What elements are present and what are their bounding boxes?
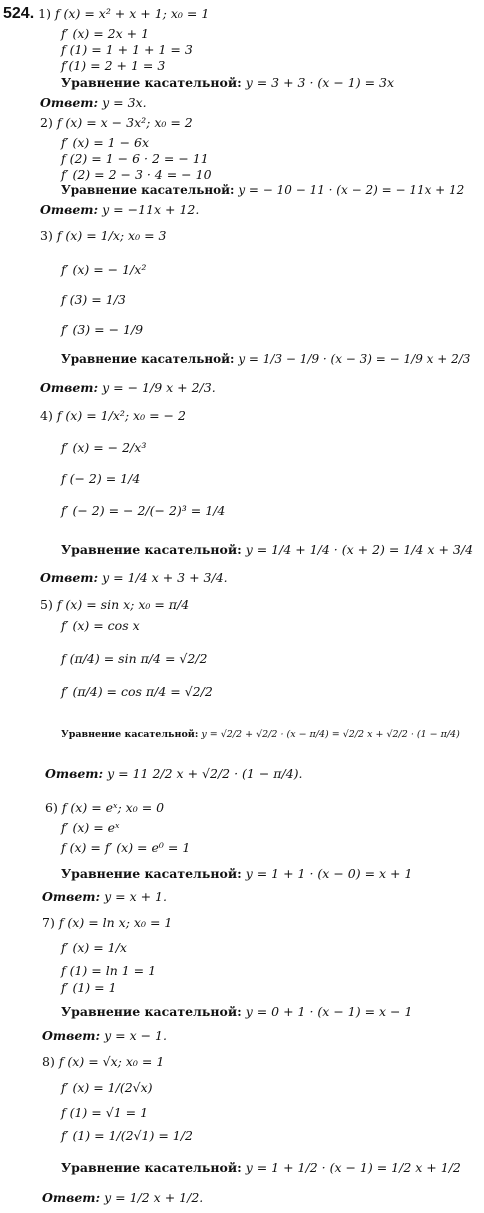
- part-6-label: 6): [45, 800, 58, 815]
- part-2-answer-eq: y = −11x + 12.: [102, 202, 200, 217]
- part-3-header: [40, 228, 166, 243]
- part-4-line-2: f (− 2) = 1/4: [61, 471, 141, 486]
- part-5-header: [40, 597, 189, 612]
- part-7-tangent: [61, 1004, 412, 1019]
- part-2-tangent-eq: y = − 10 − 11 · (x − 2) = − 11x + 12: [238, 183, 465, 197]
- part-6-answer: [42, 889, 167, 904]
- part-6-answer-eq: y = x + 1.: [104, 889, 167, 904]
- answer-label: Ответ:: [45, 766, 104, 781]
- part-2-label: 2): [40, 115, 53, 130]
- part-2-tangent: [61, 183, 464, 198]
- part-5-line-2: f (π/4) = sin π/4 = √2/2: [61, 651, 208, 666]
- part-8-line-2: f (1) = √1 = 1: [61, 1105, 149, 1120]
- tangent-label: Уравнение касательной:: [61, 183, 235, 197]
- part-5-line-3: f′ (π/4) = cos π/4 = √2/2: [61, 684, 213, 699]
- part-3-tangent: [61, 352, 470, 367]
- part-3-answer: [40, 380, 216, 395]
- part-4-header: [40, 408, 186, 423]
- part-7-answer: [42, 1028, 167, 1043]
- part-7-line-1: f′ (x) = 1/x: [61, 940, 127, 955]
- part-1-line-1: f′ (x) = 2x + 1: [61, 26, 150, 41]
- answer-label: Ответ:: [42, 1028, 101, 1043]
- part-1-answer-eq: y = 3x.: [102, 95, 147, 110]
- part-1-tangent-eq: y = 3 + 3 · (x − 1) = 3x: [245, 75, 395, 90]
- part-7-header: [42, 915, 172, 930]
- tangent-label: Уравнение касательной:: [61, 1004, 242, 1019]
- part-6-tangent-eq: y = 1 + 1 · (x − 0) = x + 1: [245, 866, 413, 881]
- part-8-tangent: [61, 1160, 461, 1175]
- part-5-answer-eq: y = 11 2/2 x + √2/2 · (1 − π/4).: [107, 766, 303, 781]
- part-5-line-1: f′ (x) = cos x: [61, 618, 140, 633]
- tangent-label: Уравнение касательной:: [61, 729, 199, 740]
- part-5-answer: [45, 766, 303, 781]
- answer-label: Ответ:: [40, 95, 99, 110]
- part-8-answer-eq: y = 1/2 x + 1/2.: [104, 1190, 204, 1205]
- part-6-given: f (x) = eˣ; x₀ = 0: [61, 800, 165, 815]
- part-1-label: 1): [38, 6, 51, 21]
- tangent-label: Уравнение касательной:: [61, 542, 242, 557]
- problem-header: [3, 6, 209, 21]
- part-8-given: f (x) = √x; x₀ = 1: [58, 1054, 165, 1069]
- part-3-line-2: f (3) = 1/3: [61, 292, 126, 307]
- part-7-label: 7): [42, 915, 55, 930]
- part-2-line-3: f′ (2) = 2 − 3 · 4 = − 10: [61, 167, 212, 182]
- part-2-line-1: f′ (x) = 1 − 6x: [61, 135, 150, 150]
- part-1-line-2: f (1) = 1 + 1 + 1 = 3: [61, 42, 193, 57]
- tangent-label: Уравнение касательной:: [61, 1160, 242, 1175]
- part-3-line-3: f′ (3) = − 1/9: [61, 322, 144, 337]
- part-8-tangent-eq: y = 1 + 1/2 · (x − 1) = 1/2 x + 1/2: [245, 1160, 461, 1175]
- part-3-given: f (x) = 1/x; x₀ = 3: [56, 228, 167, 243]
- part-1-answer: [40, 95, 147, 110]
- part-5-given: f (x) = sin x; x₀ = π/4: [56, 597, 190, 612]
- tangent-label: Уравнение касательной:: [61, 75, 242, 90]
- part-7-line-2: f (1) = ln 1 = 1: [61, 963, 157, 978]
- answer-label: Ответ:: [40, 380, 99, 395]
- part-6-line-1: f′ (x) = eˣ: [61, 820, 120, 835]
- part-1-line-3: f′(1) = 2 + 1 = 3: [61, 58, 166, 73]
- part-2-header: [40, 115, 193, 130]
- part-4-line-3: f′ (− 2) = − 2/(− 2)³ = 1/4: [61, 503, 226, 518]
- part-4-answer-eq: y = 1/4 x + 3 + 3/4.: [102, 570, 228, 585]
- part-6-line-2: f (x) = f′ (x) = e⁰ = 1: [61, 840, 191, 855]
- part-2-answer: [40, 202, 199, 217]
- part-5-tangent-eq: y = √2/2 + √2/2 · (x − π/4) = √2/2 x + √2/2 · (1 − π/4): [201, 729, 460, 740]
- part-4-label: 4): [40, 408, 53, 423]
- part-7-line-3: f′ (1) = 1: [61, 980, 117, 995]
- part-7-answer-eq: y = x − 1.: [104, 1028, 167, 1043]
- part-8-label: 8): [42, 1054, 55, 1069]
- part-4-given: f (x) = 1/x²; x₀ = − 2: [56, 408, 186, 423]
- answer-label: Ответ:: [40, 202, 99, 217]
- part-8-answer: [42, 1190, 203, 1205]
- part-3-answer-eq: y = − 1/9 x + 2/3.: [102, 380, 216, 395]
- part-8-line-1: f′ (x) = 1/(2√x): [61, 1080, 153, 1095]
- part-4-answer: [40, 570, 228, 585]
- part-8-header: [42, 1054, 164, 1069]
- answer-label: Ответ:: [42, 889, 101, 904]
- problem-number: 524.: [3, 5, 35, 22]
- answer-label: Ответ:: [42, 1190, 101, 1205]
- part-6-header: [45, 800, 164, 815]
- tangent-label: Уравнение касательной:: [61, 352, 235, 366]
- part-1-tangent: [61, 75, 394, 90]
- part-3-label: 3): [40, 228, 53, 243]
- part-7-tangent-eq: y = 0 + 1 · (x − 1) = x − 1: [245, 1004, 413, 1019]
- tangent-label: Уравнение касательной:: [61, 866, 242, 881]
- part-8-line-3: f′ (1) = 1/(2√1) = 1/2: [61, 1128, 193, 1143]
- part-2-line-2: f (2) = 1 − 6 · 2 = − 11: [61, 151, 209, 166]
- answer-label: Ответ:: [40, 570, 99, 585]
- part-3-line-1: f′ (x) = − 1/x²: [61, 262, 147, 277]
- part-5-label: 5): [40, 597, 53, 612]
- part-7-given: f (x) = ln x; x₀ = 1: [58, 915, 173, 930]
- part-4-tangent: [61, 542, 473, 557]
- part-5-tangent: [61, 727, 460, 742]
- part-4-line-1: f′ (x) = − 2/x³: [61, 440, 147, 455]
- part-3-tangent-eq: y = 1/3 − 1/9 · (x − 3) = − 1/9 x + 2/3: [238, 352, 471, 366]
- part-2-given: f (x) = x − 3x²; x₀ = 2: [56, 115, 193, 130]
- part-4-tangent-eq: y = 1/4 + 1/4 · (x + 2) = 1/4 x + 3/4: [245, 542, 474, 557]
- part-6-tangent: [61, 866, 412, 881]
- part-1-given: f (x) = x² + x + 1; x₀ = 1: [54, 6, 210, 21]
